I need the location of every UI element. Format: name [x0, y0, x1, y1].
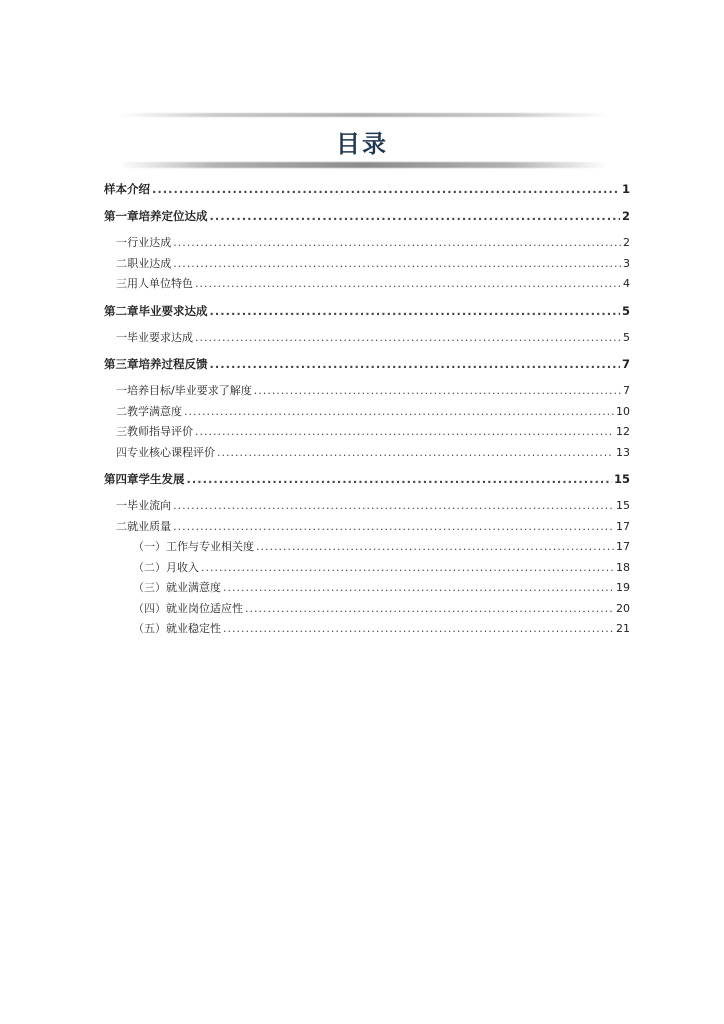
- toc-entry-section[interactable]: [104, 497, 630, 518]
- toc-entry-number: 三: [116, 277, 127, 290]
- toc-leader-dots: [195, 277, 621, 290]
- toc-entry-chapter-4[interactable]: [104, 471, 630, 491]
- toc-leader-dots: [152, 182, 620, 196]
- toc-entry-number: 第二章: [104, 303, 139, 318]
- toc-leader-dots: [173, 520, 614, 533]
- toc-leader-dots: [210, 357, 620, 371]
- toc-leader-dots: [210, 209, 620, 223]
- toc-leader-dots: [195, 331, 621, 344]
- toc-entry-label: 就业满意度: [166, 581, 221, 594]
- toc-entry-number: 一: [116, 236, 127, 249]
- title-bottom-rule: [118, 162, 608, 168]
- toc-entry-page: 1: [621, 182, 630, 196]
- toc-leader-dots: [223, 581, 614, 594]
- toc-entry-number: 一: [116, 499, 127, 512]
- toc-entry-number: （三）: [133, 581, 166, 594]
- toc-leader-dots: [256, 540, 614, 553]
- toc-entry-page: 5: [623, 330, 630, 344]
- toc-entry-number: 二: [116, 256, 127, 270]
- toc-entry-section[interactable]: [104, 518, 630, 539]
- toc-entry-label: 月收入: [166, 560, 199, 574]
- toc-entry-section[interactable]: [104, 234, 630, 255]
- toc-entry-page: 20: [616, 601, 630, 615]
- toc-leader-dots: [217, 446, 614, 459]
- toc-entry-number: 样本介绍: [104, 182, 150, 196]
- toc-leader-dots: [184, 405, 614, 418]
- toc-leader-dots: [201, 561, 614, 574]
- toc-entry-label: 学生发展: [138, 472, 185, 486]
- table-of-contents: [104, 181, 630, 641]
- toc-entry-number: 一: [116, 330, 127, 344]
- toc-entry-number: 第三章: [104, 357, 139, 371]
- toc-entry-subsection[interactable]: [104, 620, 630, 641]
- toc-entry-page: 2: [623, 236, 630, 249]
- toc-entry-label: 就业岗位适应性: [166, 601, 243, 615]
- toc-entry-page: 15: [616, 499, 630, 512]
- toc-leader-dots: [195, 425, 614, 438]
- toc-entry-section[interactable]: [104, 403, 630, 424]
- toc-entry-number: 四: [116, 445, 127, 459]
- toc-entry-label: 毕业流向: [127, 499, 172, 512]
- toc-entry-page: 19: [616, 581, 630, 594]
- toc-entry-page: 3: [623, 256, 630, 270]
- toc-entry-page: 4: [623, 277, 630, 290]
- toc-entry-page: 13: [616, 445, 630, 459]
- toc-leader-dots: [210, 304, 620, 318]
- toc-leader-dots: [187, 472, 612, 486]
- toc-entry-page: 12: [616, 425, 630, 438]
- toc-entry-label: 教师指导评价: [127, 425, 193, 438]
- toc-entry-page: 7: [621, 357, 630, 371]
- toc-entry-page: 21: [616, 622, 630, 635]
- toc-entry-subsection[interactable]: [104, 600, 630, 621]
- toc-entry-label: 职业达成: [127, 256, 172, 270]
- toc-entry-number: 第一章: [104, 209, 139, 223]
- toc-leader-dots: [254, 384, 621, 397]
- toc-entry-label: 用人单位特色: [127, 277, 193, 290]
- toc-entry-page: 15: [613, 472, 630, 486]
- toc-leader-dots: [245, 602, 614, 615]
- toc-entry-page: 5: [621, 303, 630, 318]
- toc-entry-chapter-2[interactable]: [104, 303, 630, 323]
- toc-entry-sample-intro[interactable]: [104, 181, 630, 201]
- toc-entry-number: （一）: [133, 540, 166, 553]
- toc-entry-number: （二）: [133, 560, 166, 574]
- toc-entry-label: 教学满意度: [127, 404, 182, 418]
- toc-leader-dots: [173, 257, 621, 270]
- toc-entry-label: 工作与专业相关度: [166, 540, 254, 553]
- toc-entry-label: 就业稳定性: [166, 622, 221, 635]
- page-title: 目录: [336, 130, 388, 158]
- toc-entry-section[interactable]: [104, 275, 630, 296]
- toc-entry-label: 培养定位达成: [138, 209, 208, 223]
- title-top-rule: [118, 113, 608, 117]
- toc-entry-section[interactable]: [104, 444, 630, 465]
- toc-entry-page: 17: [616, 540, 630, 553]
- toc-entry-label: 毕业要求达成: [138, 303, 208, 318]
- toc-leader-dots: [223, 622, 614, 635]
- toc-entry-subsection[interactable]: [104, 559, 630, 580]
- toc-entry-section[interactable]: [104, 423, 630, 444]
- toc-entry-number: （四）: [133, 601, 166, 615]
- toc-entry-number: 二: [116, 404, 127, 418]
- toc-entry-page: 2: [621, 209, 630, 223]
- toc-entry-label: 培养过程反馈: [138, 357, 208, 371]
- toc-entry-subsection[interactable]: [104, 579, 630, 600]
- toc-entry-page: 18: [616, 560, 630, 574]
- toc-entry-number: 第四章: [104, 472, 139, 486]
- toc-entry-label: 专业核心课程评价: [127, 445, 215, 459]
- toc-entry-subsection[interactable]: [104, 538, 630, 559]
- toc-entry-section[interactable]: [104, 255, 630, 276]
- toc-entry-chapter-3[interactable]: [104, 356, 630, 376]
- toc-leader-dots: [173, 236, 621, 249]
- toc-entry-section[interactable]: [104, 382, 630, 403]
- toc-entry-label: 行业达成: [127, 236, 172, 249]
- toc-entry-number: （五）: [133, 622, 166, 635]
- toc-entry-page: 7: [623, 384, 630, 397]
- toc-entry-chapter-1[interactable]: [104, 208, 630, 228]
- toc-entry-number: 一: [116, 384, 127, 397]
- toc-entry-label: 毕业要求达成: [127, 330, 193, 344]
- toc-entry-label: 就业质量: [127, 519, 172, 533]
- toc-entry-label: 培养目标/毕业要求了解度: [127, 384, 252, 397]
- toc-entry-page: 17: [616, 519, 630, 533]
- toc-entry-section[interactable]: [104, 329, 630, 350]
- toc-entry-number: 二: [116, 519, 127, 533]
- toc-entry-number: 三: [116, 425, 127, 438]
- toc-entry-page: 10: [616, 404, 630, 418]
- toc-leader-dots: [173, 499, 614, 512]
